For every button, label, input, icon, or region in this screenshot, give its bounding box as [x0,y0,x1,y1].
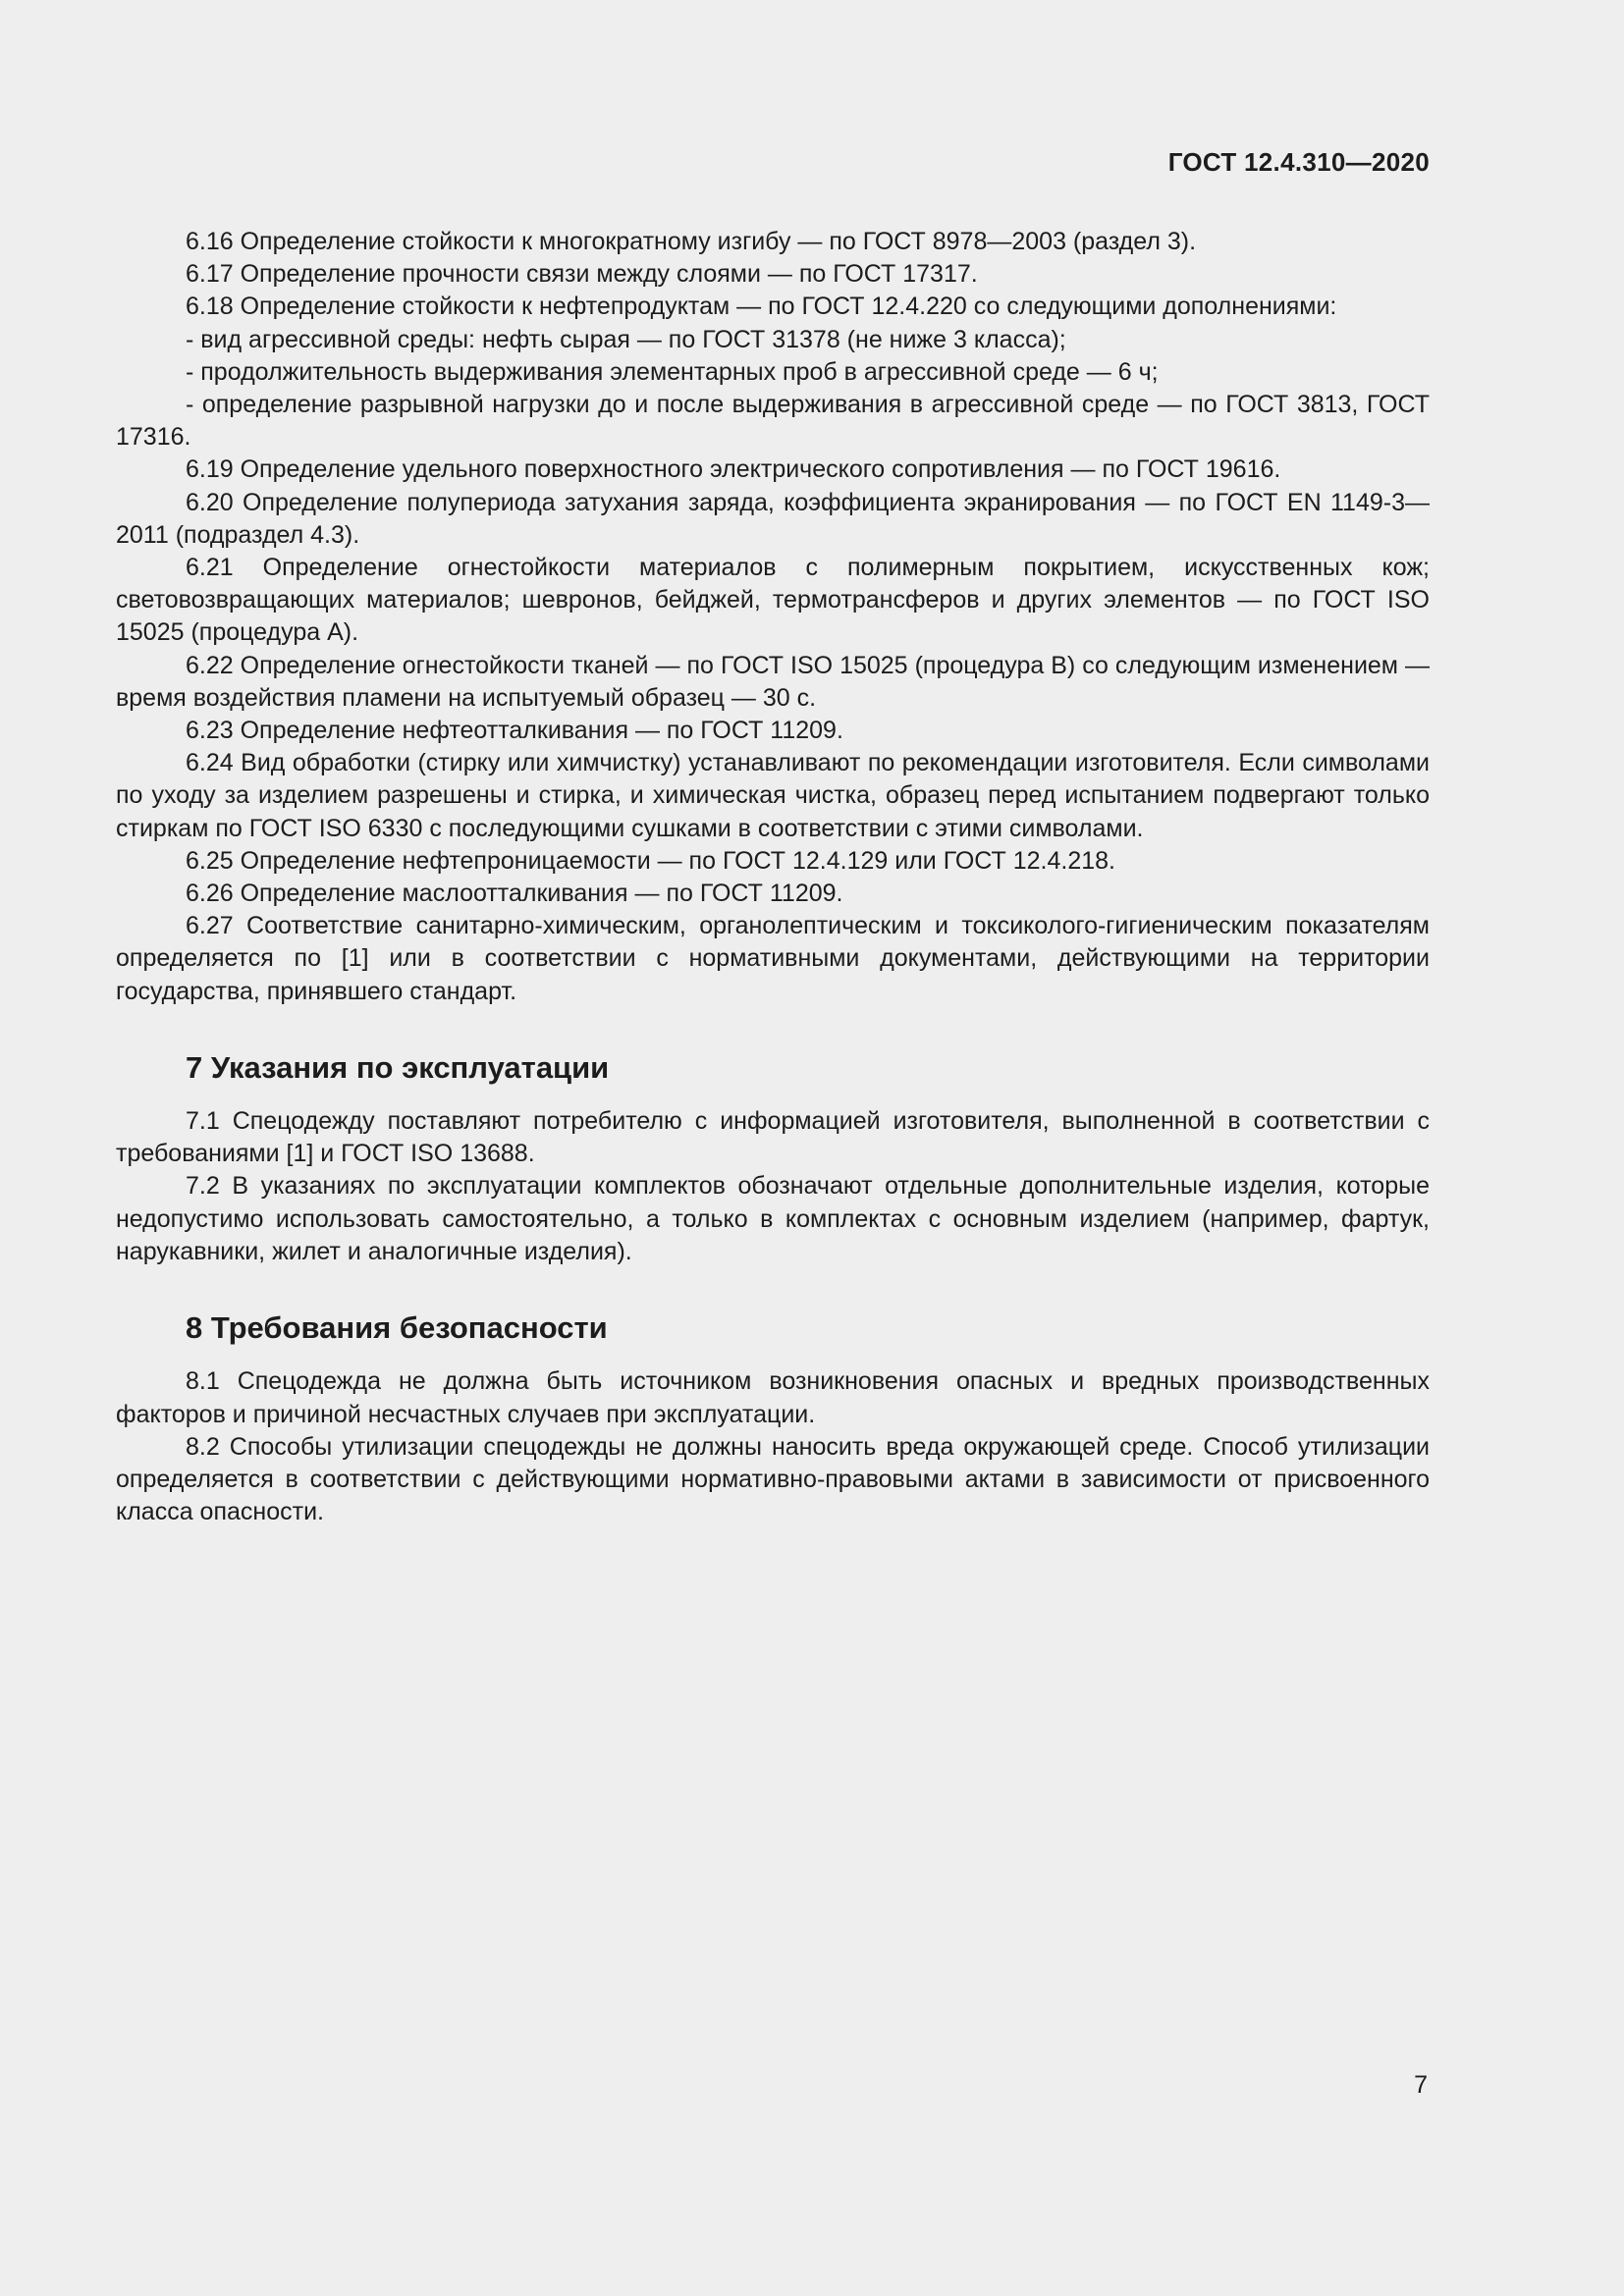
clause-8-2: 8.2 Способы утилизации спецодежды не должны наносить вреда окружающей среде. Способ утилизации определяется в соответствии с действующими нормативно-правовыми актами в зависимости от присвоенного класса опасности. [116,1432,1430,1526]
clause-7-2: 7.2 В указаниях по эксплуатации комплектов обозначают отдельные дополнительные изделия, которые недопустимо использовать самостоятельно, а только в комплектах с основным изделием (например, фартук, нарукавники, жилет и аналогичные изделия). [116,1172,1430,1265]
page-content [116,226,1430,1528]
clause-6-25: 6.25 Определение нефтепроницаемости — по ГОСТ 12.4.129 или ГОСТ 12.4.218. [186,846,1115,875]
clause-8-1: 8.1 Спецодежда не должна быть источником возникновения опасных и вредных производственных факторов и причиной несчастных случаев при эксплуатации. [116,1367,1430,1428]
section-7-title: 7 Указания по эксплуатации [186,1049,610,1085]
clause-6-23: 6.23 Определение нефтеотталкивания — по ГОСТ 11209. [186,717,843,745]
clause-6-22: 6.22 Определение огнестойкости тканей — по ГОСТ ISO 15025 (процедура В) со следующим изменением — время воздействия пламени на испытуемый образец — 30 с. [116,651,1430,712]
clause-6-18: 6.18 Определение стойкости к нефтепродуктам — по ГОСТ 12.4.220 со следующими дополнениями: [186,293,1337,321]
clause-7-1: 7.1 Спецодежду поставляют потребителю с информацией изготовителя, выполненной в соответствии с требованиями [1] и ГОСТ ISO 13688. [116,1107,1430,1168]
clause-6-17: 6.17 Определение прочности связи между слоями — по ГОСТ 17317. [186,260,978,289]
clause-6-27: 6.27 Соответствие санитарно-химическим, органолептическим и токсиколого-гигиеническим показателям определяется по [1] или в соответствии с нормативными документами, действующими на территории государства, принявшего стандарт. [116,912,1430,1005]
document-header: ГОСТ 12.4.310—2020 [1167,147,1430,177]
list-item: - вид агрессивной среды: нефть сырая — по ГОСТ 31378 (не ниже 3 класса); [186,325,1066,353]
clause-6-19: 6.19 Определение удельного поверхностного электрического сопротивления — по ГОСТ 19616. [186,455,1281,484]
clause-6-20: 6.20 Определение полупериода затухания заряда, коэффициента экранирования — по ГОСТ EN 1149-3—2011 (подраздел 4.3). [116,488,1430,549]
section-8-title: 8 Требования безопасности [186,1310,608,1346]
list-item: - продолжительность выдерживания элементарных проб в агрессивной среде — 6 ч; [186,357,1159,386]
list-item: - определение разрывной нагрузки до и после выдерживания в агрессивной среде — по ГОСТ 3813, ГОСТ 17316. [116,391,1430,452]
clause-6-26: 6.26 Определение маслоотталкивания — по ГОСТ 11209. [186,880,843,908]
page-number: 7 [1414,2071,1428,2099]
clause-6-24: 6.24 Вид обработки (стирку или химчистку) устанавливают по рекомендации изготовителя. Если символами по уходу за изделием разрешены и стирка, и химическая чистка, образец перед испытанием подвергают только стиркам по ГОСТ ISO 6330 с последующими сушками в соответствии с этими символами. [116,749,1430,842]
clause-6-16: 6.16 Определение стойкости к многократному изгибу — по ГОСТ 8978—2003 (раздел 3). [186,228,1197,255]
clause-6-21: 6.21 Определение огнестойкости материалов с полимерным покрытием, искусственных кож; световозвращающих материалов; шевронов, бейджей, термотрансферов и других элементов — по ГОСТ ISO 15025 (процедура А). [116,554,1430,647]
